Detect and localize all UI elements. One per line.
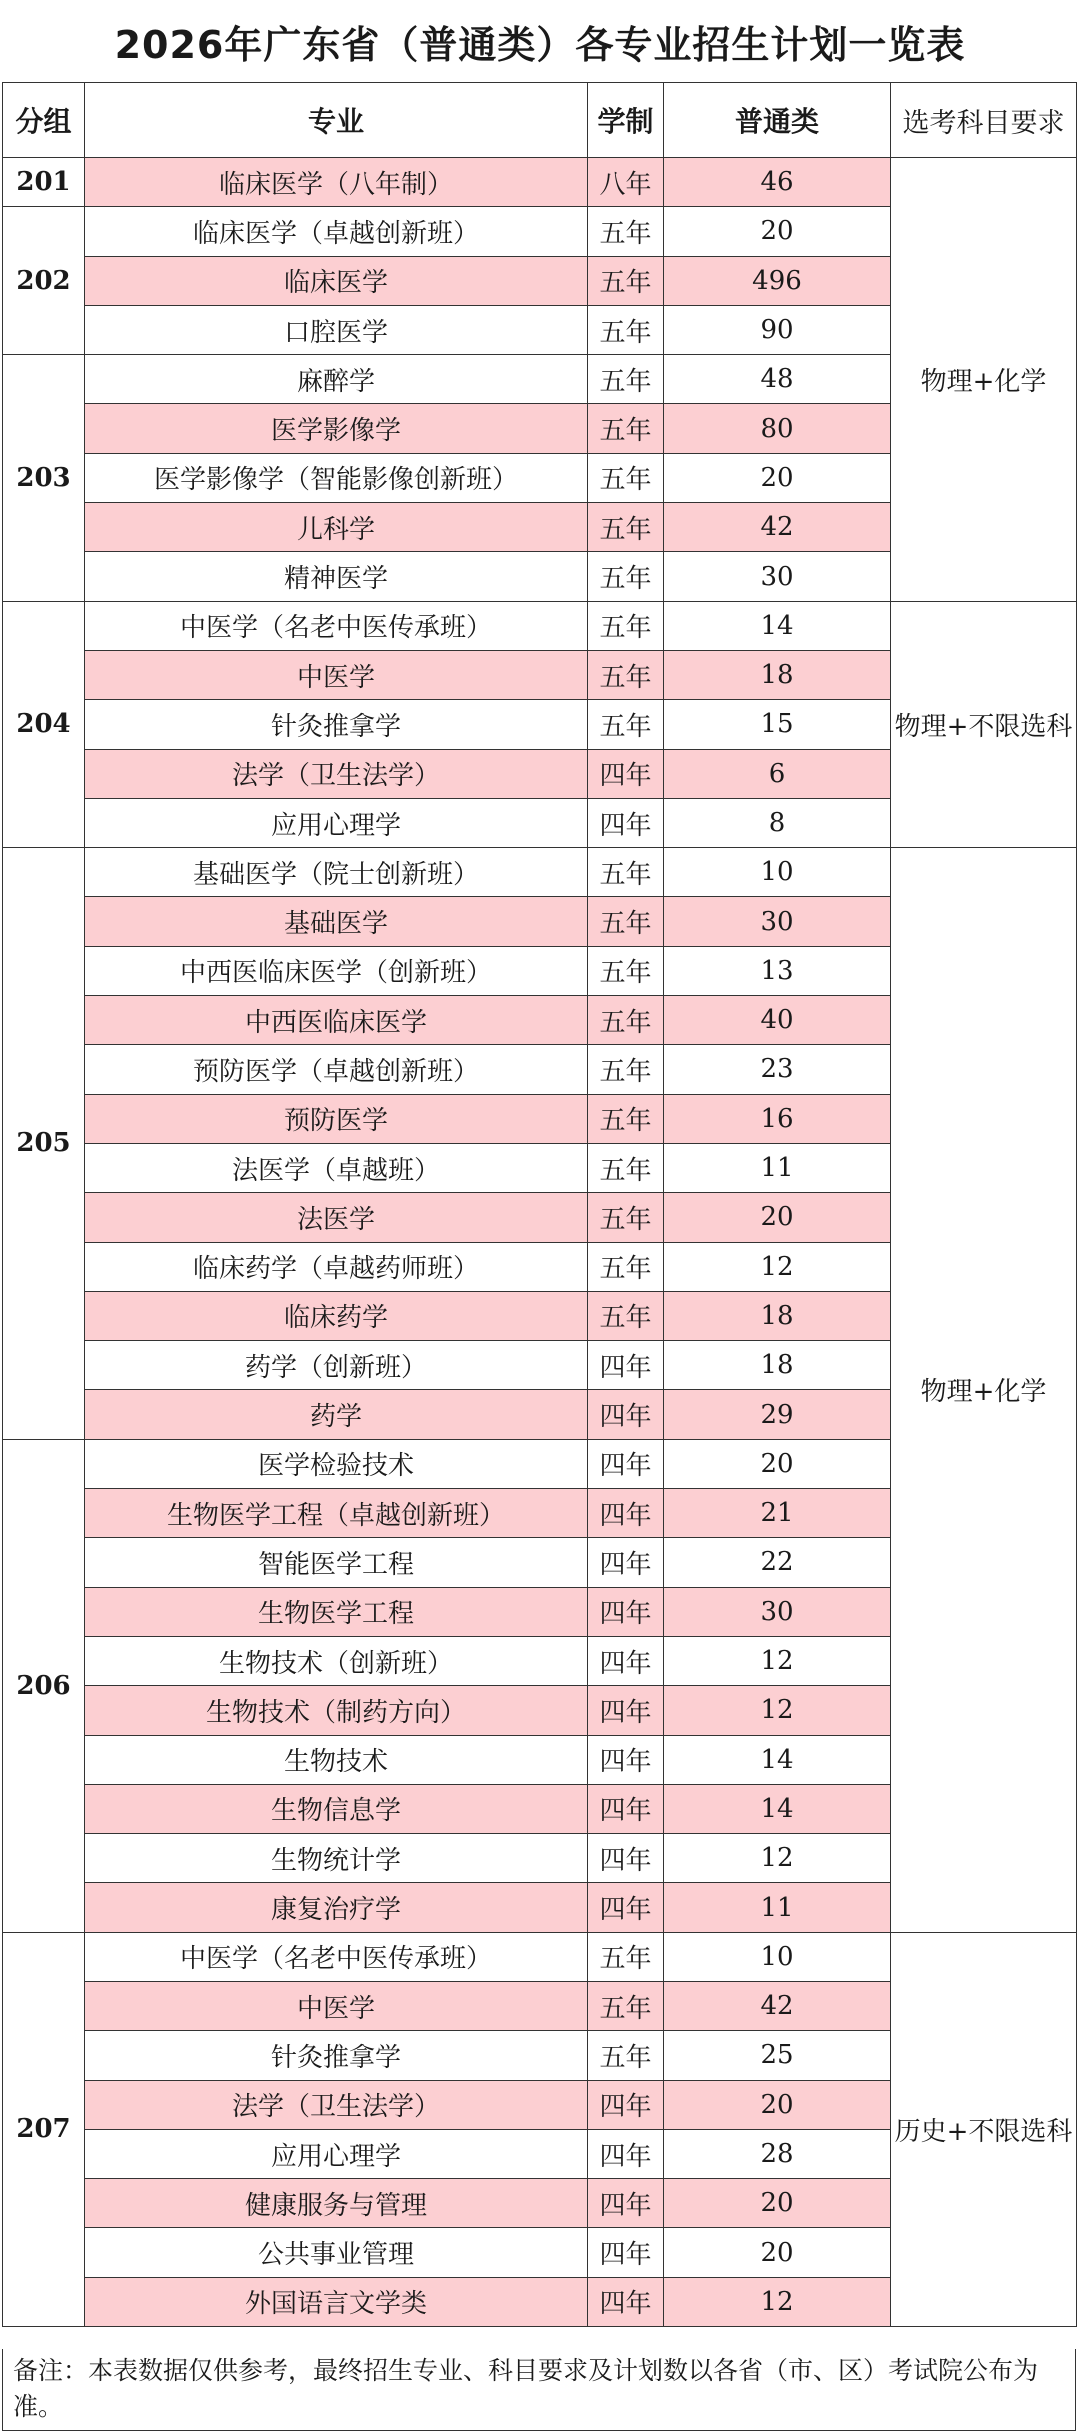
major-cell: 生物技术（制药方向）: [85, 1686, 588, 1735]
count-cell: 10: [664, 1932, 891, 1981]
major-cell: 精神医学: [85, 552, 588, 601]
count-cell: 15: [664, 700, 891, 749]
major-cell: 外国语言文学类: [85, 2277, 588, 2326]
duration-cell: 五年: [588, 700, 664, 749]
count-cell: 42: [664, 1981, 891, 2030]
major-cell: 公共事业管理: [85, 2228, 588, 2277]
major-cell: 生物技术（创新班）: [85, 1636, 588, 1685]
count-cell: 30: [664, 552, 891, 601]
duration-cell: 四年: [588, 1390, 664, 1439]
count-cell: 12: [664, 1242, 891, 1291]
subject-requirement-cell: 物理+不限选科: [891, 601, 1077, 847]
major-cell: 法学（卫生法学）: [85, 749, 588, 798]
major-cell: 应用心理学: [85, 2129, 588, 2178]
count-cell: 22: [664, 1538, 891, 1587]
table-row: [3, 601, 1077, 650]
major-cell: 临床医学（八年制）: [85, 158, 588, 207]
group-id-cell: 201: [3, 158, 85, 207]
major-cell: 中西医临床医学（创新班）: [85, 946, 588, 995]
header-count: 普通类: [664, 83, 891, 158]
major-cell: 预防医学（卓越创新班）: [85, 1045, 588, 1094]
count-cell: 18: [664, 650, 891, 699]
count-cell: 12: [664, 1686, 891, 1735]
major-cell: 基础医学（院士创新班）: [85, 848, 588, 897]
duration-cell: 五年: [588, 2031, 664, 2080]
major-cell: 中西医临床医学: [85, 996, 588, 1045]
header-subjects: 选考科目要求: [891, 83, 1077, 158]
duration-cell: 五年: [588, 1094, 664, 1143]
count-cell: 46: [664, 158, 891, 207]
major-cell: 口腔医学: [85, 305, 588, 354]
major-cell: 智能医学工程: [85, 1538, 588, 1587]
group-id-cell: 205: [3, 848, 85, 1440]
duration-cell: 四年: [588, 1834, 664, 1883]
header-duration: 学制: [588, 83, 664, 158]
table-body: [3, 158, 1077, 2327]
major-cell: 临床药学（卓越药师班）: [85, 1242, 588, 1291]
duration-cell: 五年: [588, 946, 664, 995]
duration-cell: 五年: [588, 404, 664, 453]
major-cell: 生物技术: [85, 1735, 588, 1784]
duration-cell: 四年: [588, 1439, 664, 1488]
enrollment-plan-table: [2, 82, 1077, 2327]
duration-cell: 四年: [588, 1784, 664, 1833]
duration-cell: 四年: [588, 1538, 664, 1587]
count-cell: 14: [664, 1735, 891, 1784]
count-cell: 20: [664, 453, 891, 502]
duration-cell: 四年: [588, 2129, 664, 2178]
count-cell: 20: [664, 2080, 891, 2129]
major-cell: 生物医学工程（卓越创新班）: [85, 1489, 588, 1538]
major-cell: 针灸推拿学: [85, 700, 588, 749]
duration-cell: 四年: [588, 2080, 664, 2129]
count-cell: 20: [664, 1439, 891, 1488]
major-cell: 生物统计学: [85, 1834, 588, 1883]
major-cell: 麻醉学: [85, 355, 588, 404]
major-cell: 中医学: [85, 650, 588, 699]
duration-cell: 四年: [588, 749, 664, 798]
duration-cell: 五年: [588, 1045, 664, 1094]
count-cell: 8: [664, 798, 891, 847]
group-id-cell: 207: [3, 1932, 85, 2326]
major-cell: 儿科学: [85, 503, 588, 552]
major-cell: 应用心理学: [85, 798, 588, 847]
major-cell: 康复治疗学: [85, 1883, 588, 1932]
duration-cell: 五年: [588, 552, 664, 601]
duration-cell: 五年: [588, 1193, 664, 1242]
count-cell: 14: [664, 1784, 891, 1833]
duration-cell: 五年: [588, 1242, 664, 1291]
subject-requirement-cell: 物理+化学: [891, 848, 1077, 1933]
duration-cell: 五年: [588, 848, 664, 897]
duration-cell: 五年: [588, 355, 664, 404]
count-cell: 20: [664, 2228, 891, 2277]
duration-cell: 四年: [588, 2277, 664, 2326]
duration-cell: 四年: [588, 1883, 664, 1932]
footnote: 备注：本表数据仅供参考，最终招生专业、科目要求及计划数以各省（市、区）考试院公布为准。: [2, 2349, 1076, 2431]
group-id-cell: 206: [3, 1439, 85, 1932]
major-cell: 临床药学: [85, 1291, 588, 1340]
major-cell: 法医学（卓越班）: [85, 1143, 588, 1192]
group-id-cell: 203: [3, 355, 85, 601]
major-cell: 预防医学: [85, 1094, 588, 1143]
table-row: [3, 1932, 1077, 1981]
header-group: 分组: [3, 83, 85, 158]
major-cell: 针灸推拿学: [85, 2031, 588, 2080]
count-cell: 18: [664, 1341, 891, 1390]
major-cell: 健康服务与管理: [85, 2179, 588, 2228]
duration-cell: 五年: [588, 650, 664, 699]
duration-cell: 五年: [588, 1981, 664, 2030]
duration-cell: 五年: [588, 897, 664, 946]
duration-cell: 五年: [588, 207, 664, 256]
subject-requirement-cell: 历史+不限选科: [891, 1932, 1077, 2326]
count-cell: 30: [664, 897, 891, 946]
count-cell: 18: [664, 1291, 891, 1340]
major-cell: 法医学: [85, 1193, 588, 1242]
count-cell: 10: [664, 848, 891, 897]
count-cell: 6: [664, 749, 891, 798]
count-cell: 12: [664, 2277, 891, 2326]
table-row: [3, 158, 1077, 207]
duration-cell: 五年: [588, 1932, 664, 1981]
duration-cell: 五年: [588, 1291, 664, 1340]
duration-cell: 四年: [588, 1735, 664, 1784]
count-cell: 12: [664, 1834, 891, 1883]
count-cell: 80: [664, 404, 891, 453]
subject-requirement-cell: 物理+化学: [891, 158, 1077, 602]
count-cell: 20: [664, 2179, 891, 2228]
major-cell: 药学: [85, 1390, 588, 1439]
count-cell: 40: [664, 996, 891, 1045]
count-cell: 496: [664, 256, 891, 305]
count-cell: 23: [664, 1045, 891, 1094]
major-cell: 法学（卫生法学）: [85, 2080, 588, 2129]
duration-cell: 八年: [588, 158, 664, 207]
duration-cell: 五年: [588, 996, 664, 1045]
duration-cell: 五年: [588, 305, 664, 354]
table-row: [3, 848, 1077, 897]
duration-cell: 四年: [588, 1341, 664, 1390]
count-cell: 12: [664, 1636, 891, 1685]
major-cell: 生物信息学: [85, 1784, 588, 1833]
count-cell: 11: [664, 1143, 891, 1192]
major-cell: 中医学（名老中医传承班）: [85, 601, 588, 650]
duration-cell: 五年: [588, 601, 664, 650]
major-cell: 医学影像学: [85, 404, 588, 453]
count-cell: 16: [664, 1094, 891, 1143]
count-cell: 13: [664, 946, 891, 995]
group-id-cell: 202: [3, 207, 85, 355]
major-cell: 基础医学: [85, 897, 588, 946]
count-cell: 20: [664, 207, 891, 256]
duration-cell: 五年: [588, 1143, 664, 1192]
duration-cell: 四年: [588, 2228, 664, 2277]
duration-cell: 五年: [588, 453, 664, 502]
count-cell: 90: [664, 305, 891, 354]
duration-cell: 五年: [588, 256, 664, 305]
count-cell: 28: [664, 2129, 891, 2178]
major-cell: 中医学（名老中医传承班）: [85, 1932, 588, 1981]
major-cell: 中医学: [85, 1981, 588, 2030]
duration-cell: 四年: [588, 798, 664, 847]
count-cell: 42: [664, 503, 891, 552]
count-cell: 29: [664, 1390, 891, 1439]
count-cell: 20: [664, 1193, 891, 1242]
count-cell: 11: [664, 1883, 891, 1932]
duration-cell: 四年: [588, 1636, 664, 1685]
major-cell: 临床医学: [85, 256, 588, 305]
header-major: 专业: [85, 83, 588, 158]
duration-cell: 四年: [588, 1489, 664, 1538]
major-cell: 生物医学工程: [85, 1587, 588, 1636]
duration-cell: 四年: [588, 1686, 664, 1735]
count-cell: 48: [664, 355, 891, 404]
count-cell: 25: [664, 2031, 891, 2080]
major-cell: 医学检验技术: [85, 1439, 588, 1488]
count-cell: 30: [664, 1587, 891, 1636]
major-cell: 药学（创新班）: [85, 1341, 588, 1390]
major-cell: 临床医学（卓越创新班）: [85, 207, 588, 256]
duration-cell: 四年: [588, 1587, 664, 1636]
count-cell: 21: [664, 1489, 891, 1538]
group-id-cell: 204: [3, 601, 85, 847]
header-row: [3, 83, 1077, 158]
duration-cell: 五年: [588, 503, 664, 552]
major-cell: 医学影像学（智能影像创新班）: [85, 453, 588, 502]
count-cell: 14: [664, 601, 891, 650]
duration-cell: 四年: [588, 2179, 664, 2228]
page-title: 2026年广东省（普通类）各专业招生计划一览表: [114, 22, 966, 67]
